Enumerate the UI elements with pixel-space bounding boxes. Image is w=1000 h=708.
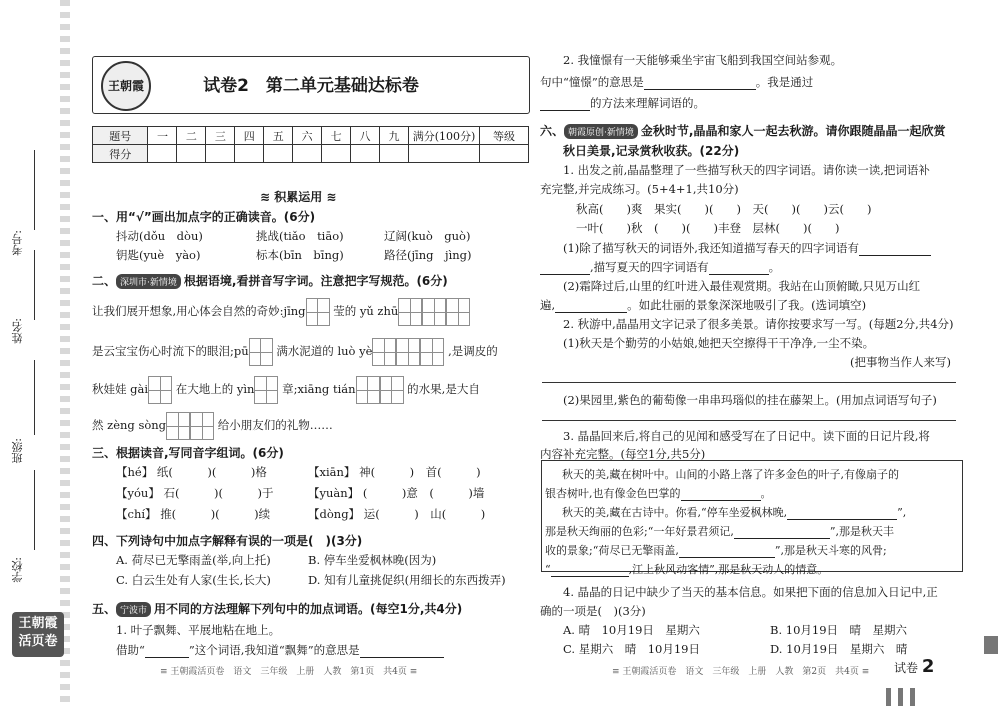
diary-line: “ ,江上秋风动客情”,那是秋天动人的情意。 bbox=[545, 563, 829, 576]
school-label: 学校: bbox=[11, 557, 24, 583]
q1-item: 抖动(dǒu dòu) bbox=[116, 229, 203, 243]
brand-seal-icon: 王朝霞 bbox=[101, 61, 151, 111]
q3-row-3b: 【dòng】 运( ) 山( ) bbox=[308, 507, 486, 521]
q6-s1-q1b: ,描写夏天的四字词语有 。 bbox=[540, 259, 780, 275]
school-line bbox=[34, 470, 35, 550]
edge-tab bbox=[984, 636, 998, 654]
class-label: 班级: bbox=[11, 438, 24, 464]
q2-line-3: 秋娃娃 gài 在大地上的 yìn 章;xiāng tián 的水果,是大自 bbox=[92, 376, 480, 404]
q5-title: 五、 宁波市 用不同的方法理解下列句中的加点词语。(每空1分,共4分) bbox=[92, 602, 463, 616]
q4-option-a: A. 荷尽已无擎雨盖(举,向上托) bbox=[116, 553, 271, 567]
score-value-row: 得分 bbox=[93, 145, 529, 163]
q6-s4-option-d: D. 10月19日 星期六 晴 bbox=[770, 642, 908, 656]
idiom-row-1: 秋高( )爽 果实( )( ) 天( )( )云( ) bbox=[576, 202, 872, 216]
section-title: ≋ 积累运用 ≋ bbox=[260, 190, 337, 204]
page-number: 试卷 2 bbox=[894, 656, 935, 677]
wave-edge bbox=[60, 0, 70, 708]
diary-line: 那是秋天绚丽的色彩;“一年好景君须记, ”,那是秋天丰 bbox=[545, 525, 894, 538]
q3-title: 三、根据读音,写同音字组词。(6分) bbox=[92, 446, 284, 460]
score-header-row: 题号 一 二 三 四 五 六 七 八 九 满分(100分) 等级 bbox=[93, 127, 529, 145]
q3-row-2b: 【yuàn】 ( )意 ( )墙 bbox=[308, 486, 485, 500]
binding-strip bbox=[0, 0, 70, 708]
q6-title-b: 秋日美景,记录赏秋收获。(22分) bbox=[563, 144, 740, 158]
name-line bbox=[34, 250, 35, 320]
q3-row-2: 【yóu】 石( )( )于 bbox=[116, 486, 274, 500]
diary-line: 秋天的美,藏在古诗中。你看,“停车坐爱枫林晚, ”, bbox=[562, 506, 907, 519]
exam-number-label: 考号: bbox=[11, 230, 24, 256]
q1-item: 挑战(tiǎo tiāo) bbox=[256, 229, 344, 243]
score-table bbox=[92, 126, 529, 163]
q5-item-1: 1. 叶子飘舞、平展地粘在地上。 bbox=[116, 623, 281, 637]
q6-s4b: 确的一项是( )(3分) bbox=[540, 604, 646, 618]
idiom-row-2: 一叶( )秋 ( )( )丰登 层林( )( ) bbox=[576, 221, 840, 235]
answer-line bbox=[542, 382, 956, 383]
q6-s1b: 充完整,并完成练习。(5+4+1,共10分) bbox=[540, 182, 739, 196]
edge-mark bbox=[886, 688, 891, 706]
q1-item: 路径(jīng jìng) bbox=[384, 248, 472, 262]
edge-mark bbox=[910, 688, 915, 706]
q6-s2: 2. 秋游中,晶晶用文字记录了很多美景。请你按要求写一写。(每题2分,共4分) bbox=[563, 317, 954, 331]
q6-s1: 1. 出发之前,晶晶整理了一些描写秋天的四字词语。请你读一读,把词语补 bbox=[563, 163, 930, 177]
footer-right: ≡ 王朝霞活页卷 语文 三年级 上册 人教 第2页 共4页 ≡ bbox=[612, 667, 870, 677]
q6-s3: 3. 晶晶回来后,将自己的见闻和感受写在了日记中。读下面的日记片段,将 bbox=[563, 429, 930, 443]
q6-s1-q2: (2)霜降过后,山里的红叶进入最佳观赏期。我站在山顶俯瞰,只见万山红 bbox=[563, 279, 921, 293]
q1-item: 标本(bīn bīng) bbox=[256, 248, 344, 262]
q4-option-b: B. 停车坐爱枫林晚(因为) bbox=[308, 553, 437, 567]
q1-item: 钥匙(yuè yào) bbox=[116, 248, 201, 262]
q1-item: 辽阔(kuò guò) bbox=[384, 229, 471, 243]
q6-s4-option-a: A. 晴 10月19日 星期六 bbox=[563, 623, 700, 637]
exam-header bbox=[92, 56, 530, 114]
q3-row-1b: 【xiān】 神( ) 首( ) bbox=[308, 465, 481, 479]
footer-left: ≡ 王朝霞活页卷 语文 三年级 上册 人教 第1页 共4页 ≡ bbox=[160, 667, 418, 677]
q2-line-2: 是云宝宝伤心时流下的眼泪;pū 满水泥道的 luò yè ,是调皮的 bbox=[92, 338, 498, 366]
q4-option-c: C. 白云生处有人家(生长,长大) bbox=[116, 573, 271, 587]
q5-item-2: 2. 我憧憬有一天能够乘坐宇宙飞船到我国空间站参观。 bbox=[563, 53, 843, 67]
edge-mark bbox=[898, 688, 903, 706]
q6-s3b: 内容补充完整。(每空1分,共5分) bbox=[540, 447, 706, 461]
q6-s4: 4. 晶晶的日记中缺少了当天的基本信息。如果把下面的信息加入日记中,正 bbox=[563, 585, 938, 599]
q4-option-d: D. 知有儿童挑促织(用细长的东西拨弄) bbox=[308, 573, 506, 587]
answer-line bbox=[542, 420, 956, 421]
q5-item-2c: 的方法来理解词语的。 bbox=[540, 95, 705, 111]
q6-title: 六、 朝霞原创·新情境 金秋时节,晶晶和家人一起去秋游。请你跟随晶晶一起欣赏 bbox=[540, 124, 946, 138]
q2-title: 二、 深圳市·新情境 根据语境,看拼音写字词。注意把字写规范。(6分) bbox=[92, 274, 448, 288]
diary-line: 收的景象;“荷尽已无擎雨盖, ”,那是秋天斗寒的风骨; bbox=[545, 544, 887, 557]
diary-line: 秋天的美,藏在树叶中。山间的小路上落了许多金色的叶子,有像扇子的 bbox=[562, 468, 899, 481]
q5-item-2b: 句中“憧憬”的意思是 。我是通过 bbox=[540, 75, 814, 89]
q5-item-1b: 借助“ ”这个词语,我知道“飘舞”的意思是 bbox=[116, 642, 444, 658]
q6-s2-q2: (2)果园里,紫色的葡萄像一串串玛瑙似的挂在藤架上。(用加点词语写句子) bbox=[563, 393, 937, 407]
diary-line: 银杏树叶,也有像金色巴掌的 。 bbox=[545, 487, 772, 500]
q1-title: 一、用“√”画出加点字的正确读音。(6分) bbox=[92, 210, 316, 224]
q6-s1-q2b: 遍, 。如此壮丽的景象深深地吸引了我。(选词填空) bbox=[540, 298, 867, 312]
class-line bbox=[34, 360, 35, 435]
name-label: 姓名: bbox=[11, 318, 24, 344]
page-title: 试卷2 第二单元基础达标卷 bbox=[203, 76, 419, 96]
q2-line-4: 然 zèng sòng 给小朋友们的礼物…… bbox=[92, 412, 333, 440]
q3-row-3: 【chí】 推( )( )续 bbox=[116, 507, 271, 521]
q6-s4-option-b: B. 10月19日 晴 星期六 bbox=[770, 623, 908, 637]
q4-title: 四、下列诗句中加点字解释有误的一项是( )(3分) bbox=[92, 534, 363, 548]
brand-logo: 王朝霞 活页卷 bbox=[12, 612, 64, 657]
q2-line-1: 让我们展开想象,用心体会自然的奇妙:jīng 莹的 yǔ zhū bbox=[92, 298, 470, 326]
q6-s2-q1: (1)秋天是个勤劳的小姑娘,她把天空擦得干干净净,一尘不染。 bbox=[563, 336, 875, 350]
q6-s2-hint: (把事物当作人来写) bbox=[850, 355, 951, 369]
q3-row-1: 【hé】 纸( )( )格 bbox=[116, 465, 267, 479]
q6-s1-q1: (1)除了描写秋天的词语外,我还知道描写春天的四字词语有 bbox=[563, 240, 931, 256]
q6-s4-option-c: C. 星期六 晴 10月19日 bbox=[563, 642, 700, 656]
exam-number-line bbox=[34, 150, 35, 230]
